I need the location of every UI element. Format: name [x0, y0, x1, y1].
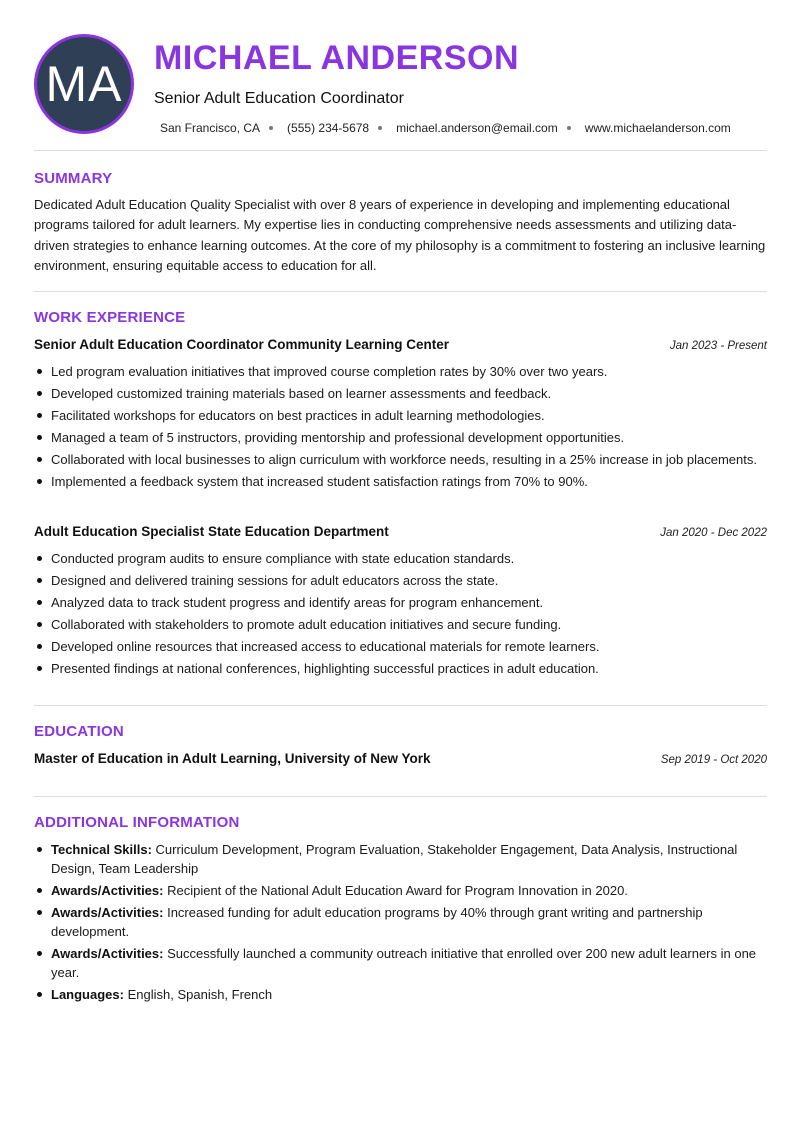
list-item: Conducted program audits to ensure compliance with state education standards. [34, 549, 767, 568]
list-item [34, 840, 767, 878]
education-degree: Master of Education in Adult Learning, University of New York [34, 751, 431, 766]
item-label: Languages: [51, 987, 124, 1002]
education-heading: EDUCATION [34, 723, 124, 740]
separator-dot [378, 126, 382, 130]
list-item: Developed online resources that increased access to educational materials for remote learners. [34, 637, 767, 656]
additional-list [34, 840, 767, 1007]
separator-dot [567, 126, 571, 130]
list-item: Implemented a feedback system that increased student satisfaction ratings from 70% to 90%. [34, 472, 767, 491]
item-label: Technical Skills: [51, 842, 152, 857]
list-item: Facilitated workshops for educators on best practices in adult learning methodologies. [34, 406, 767, 425]
contact-website[interactable]: www.michaelanderson.com [584, 121, 731, 135]
divider [34, 150, 767, 151]
additional-heading: ADDITIONAL INFORMATION [34, 814, 240, 831]
item-text: Recipient of the National Adult Education Award for Program Innovation in 2020. [167, 883, 628, 898]
contact-email[interactable]: michael.anderson@email.com [396, 121, 558, 135]
item-text: Curriculum Development, Program Evaluation, Stakeholder Engagement, Data Analysis, Instructional Design, Team Leadership [51, 842, 738, 876]
summary-heading: SUMMARY [34, 170, 113, 187]
list-item: Managed a team of 5 instructors, providing mentorship and professional development opportunities. [34, 428, 767, 447]
item-text: Successfully launched a community outreach initiative that enrolled over 200 new adult learners in one year. [51, 946, 757, 980]
item-text: English, Spanish, French [127, 987, 273, 1002]
experience-heading: WORK EXPERIENCE [34, 309, 186, 326]
contact-bar [160, 120, 731, 136]
education-entry [34, 751, 767, 766]
divider [34, 705, 767, 706]
item-label: Awards/Activities: [51, 883, 164, 898]
job-bullets [34, 362, 767, 494]
list-item: Analyzed data to track student progress and identify areas for program enhancement. [34, 593, 767, 612]
contact-phone: (555) 234-5678 [287, 121, 370, 135]
separator-dot [269, 126, 273, 130]
list-item: Designed and delivered training sessions for adult educators across the state. [34, 571, 767, 590]
avatar [34, 34, 134, 134]
list-item: Developed customized training materials based on learner assessments and feedback. [34, 384, 767, 403]
job-role: Senior Adult Education Coordinator Community Learning Center [34, 337, 450, 352]
list-item [34, 903, 767, 941]
divider [34, 291, 767, 292]
list-item [34, 985, 767, 1004]
job-bullets [34, 549, 767, 681]
job-role: Adult Education Specialist State Education Department [34, 524, 389, 539]
job-header [34, 337, 767, 352]
list-item: Led program evaluation initiatives that improved course completion rates by 30% over two years. [34, 362, 767, 381]
summary-text: Dedicated Adult Education Quality Specialist with over 8 years of experience in developing and implementing educational programs tailored for adult learners. My expertise lies in conducting comprehensive needs assessments and utilizing data-driven strategies to enhance learning outcomes. At the core of my philosophy is a commitment to fostering an inclusive learning environment, ensuring equitable access to education for all. [34, 197, 766, 274]
education-dates: Sep 2019 - Oct 2020 [660, 754, 767, 766]
item-label: Awards/Activities: [51, 946, 164, 961]
list-item [34, 944, 767, 982]
candidate-title: Senior Adult Education Coordinator [154, 90, 404, 107]
avatar-initials: MA [45, 56, 123, 112]
item-text: Increased funding for adult education programs by 40% through grant writing and partnership development. [51, 905, 703, 939]
list-item [34, 881, 767, 900]
job-header [34, 524, 767, 539]
candidate-name: MICHAEL ANDERSON [154, 39, 520, 77]
divider [34, 796, 767, 797]
list-item: Presented findings at national conferences, highlighting successful practices in adult education. [34, 659, 767, 678]
job-dates: Jan 2020 - Dec 2022 [660, 527, 767, 539]
list-item: Collaborated with local businesses to align curriculum with workforce needs, resulting in a 25% increase in job placements. [34, 450, 767, 469]
contact-location: San Francisco, CA [160, 121, 261, 135]
job-dates: Jan 2023 - Present [669, 340, 767, 352]
item-label: Awards/Activities: [51, 905, 164, 920]
list-item: Collaborated with stakeholders to promote adult education initiatives and secure funding. [34, 615, 767, 634]
